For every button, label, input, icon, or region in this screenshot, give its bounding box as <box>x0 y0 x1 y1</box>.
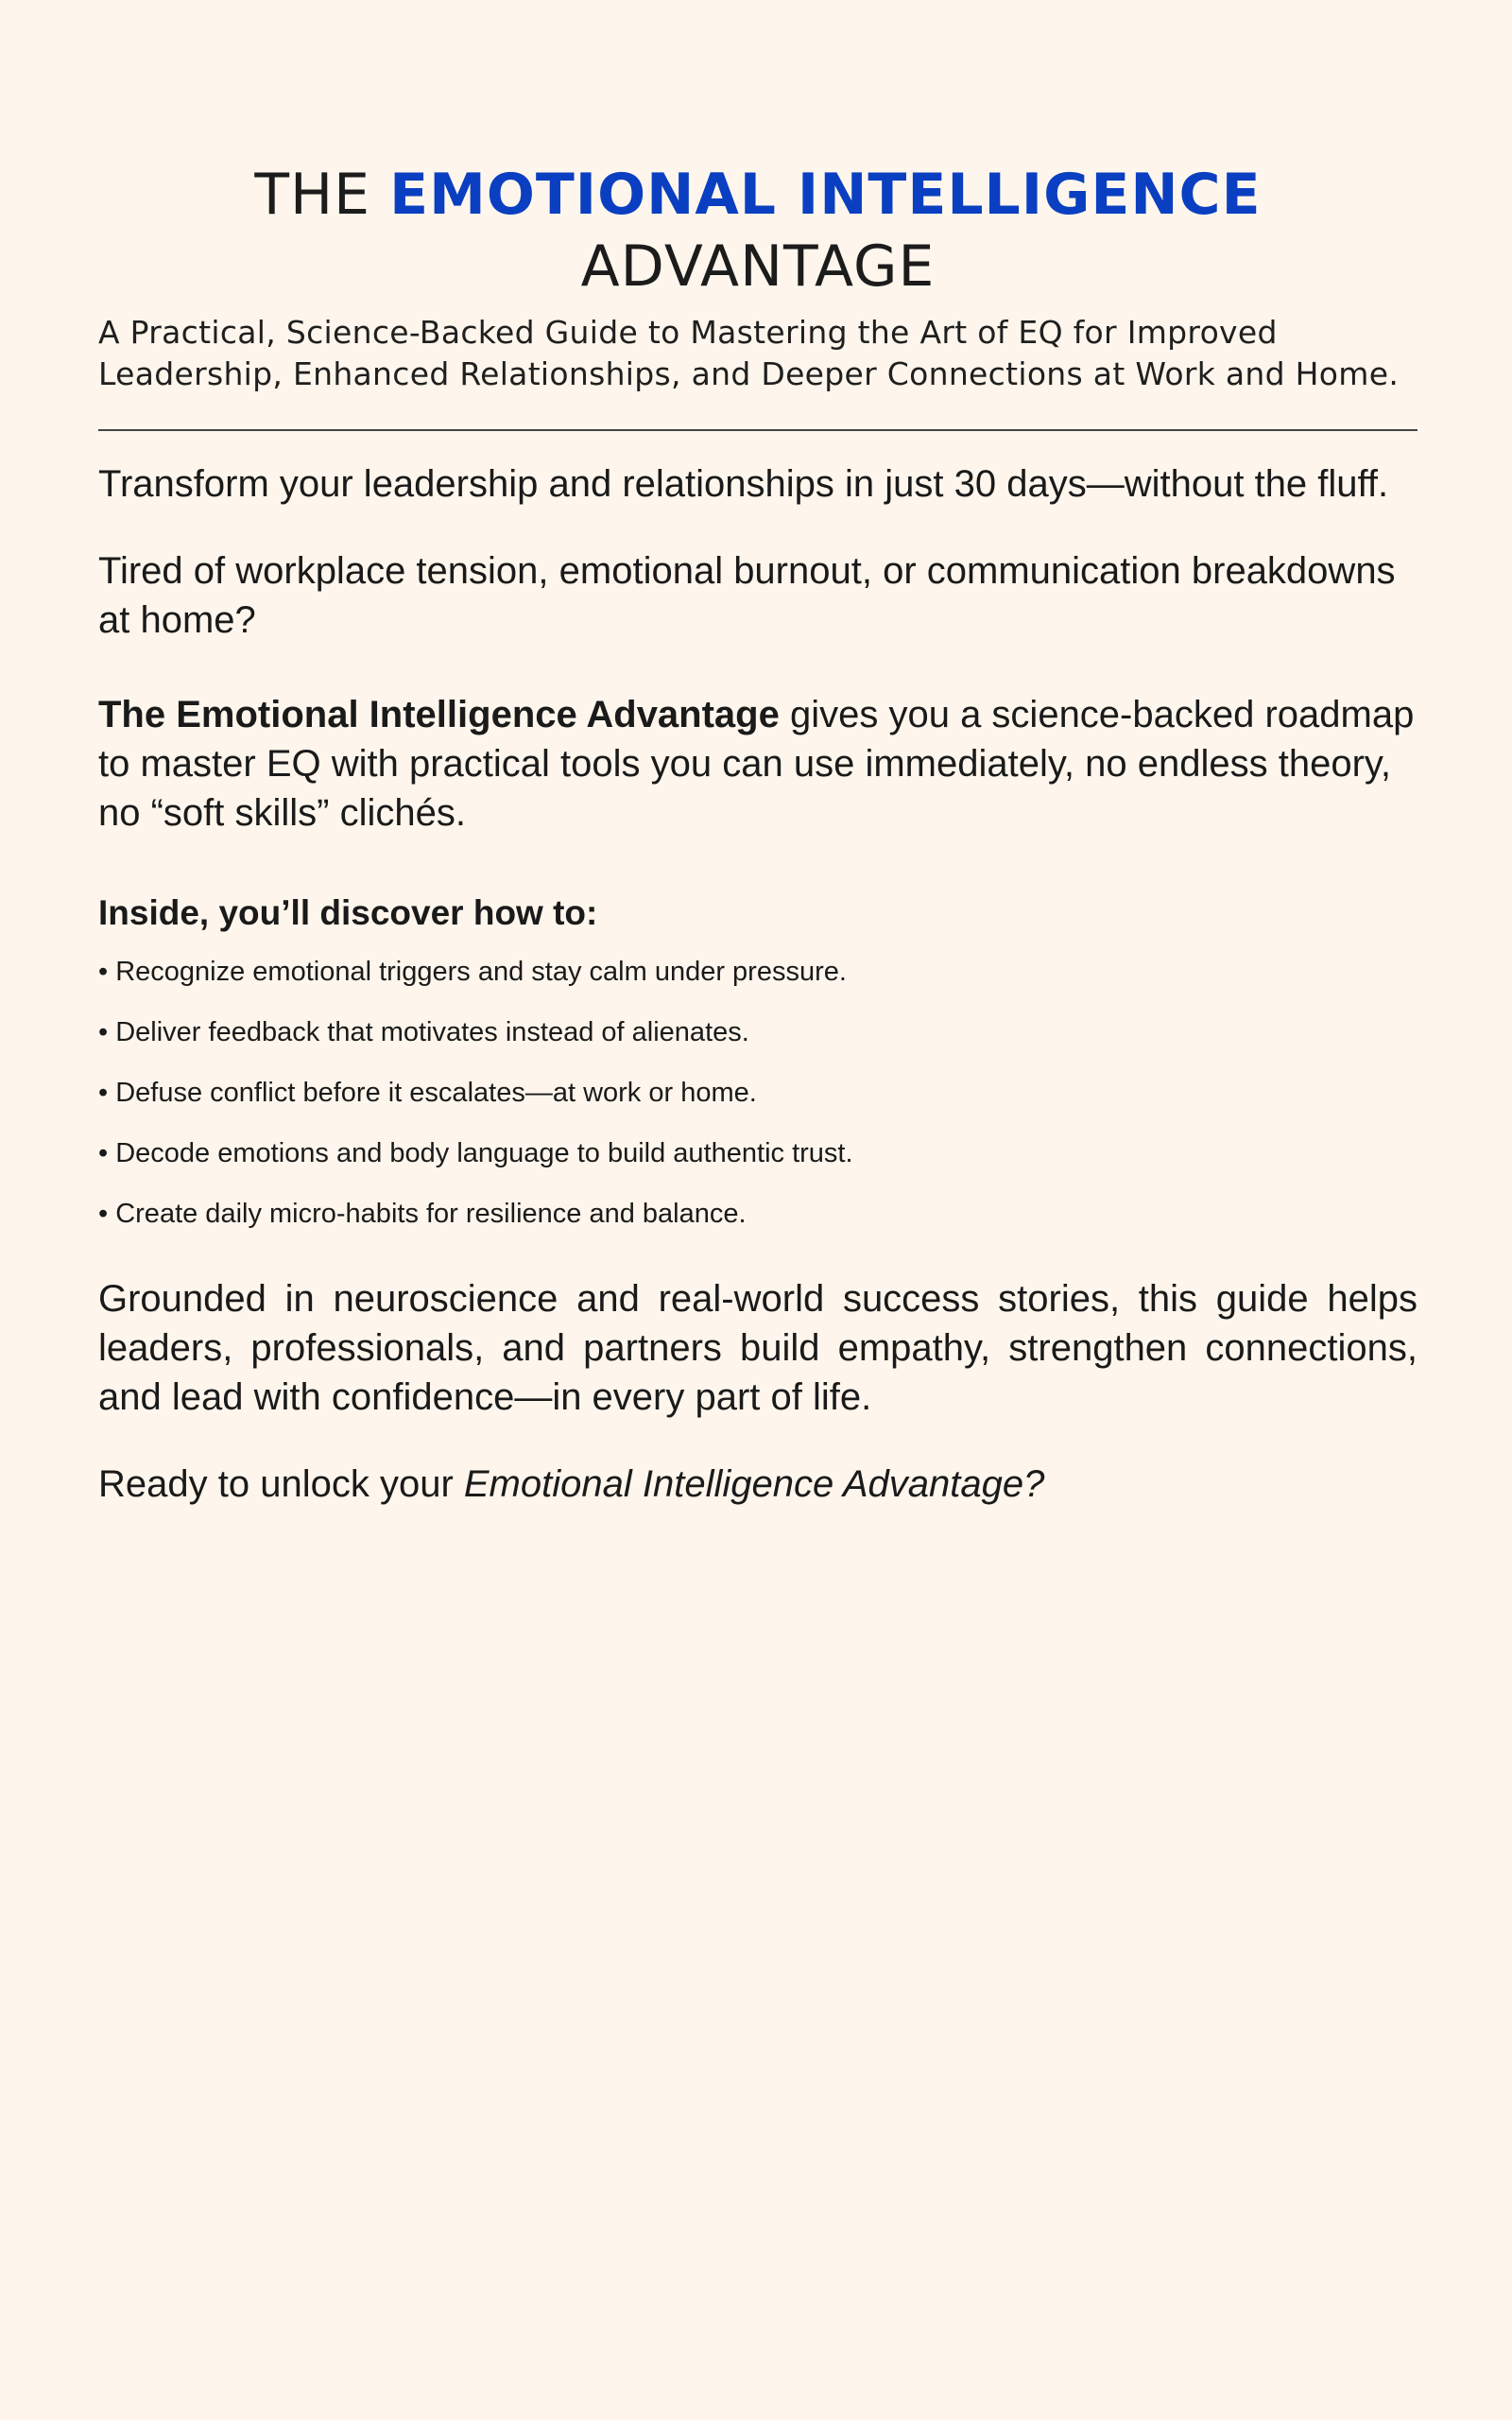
intro-book-name: The Emotional Intelligence Advantage <box>98 694 780 735</box>
benefit-item: • Defuse conflict before it escalates—at work or home. <box>98 1078 757 1108</box>
inside-heading: Inside, you’ll discover how to: <box>98 893 598 932</box>
title-accent: EMOTIONAL INTELLIGENCE <box>389 162 1262 228</box>
pain-point-question: Tired of workplace tension, emotional burnout, or communication breakdowns at home? <box>98 550 1396 641</box>
book-subtitle: A Practical, Science-Backed Guide to Mastering the Art of EQ for Improved Leadership, Enhanced Relationships, and Deeper Connections at Work and Home. <box>98 314 1400 392</box>
book-title <box>98 159 1418 302</box>
benefit-item: • Recognize emotional triggers and stay calm under pressure. <box>98 957 847 987</box>
intro-text: gives you a science-backed roadmap to master EQ with practical tools you can use immediately, no endless theory, no “soft skills” clichés. <box>98 694 1415 834</box>
intro-paragraph <box>98 690 1418 838</box>
closing-line <box>98 1460 1418 1509</box>
benefit-item: • Decode emotions and body language to build authentic trust. <box>98 1138 853 1168</box>
benefits-list <box>98 955 1418 1231</box>
grounded-paragraph: Grounded in neuroscience and real-world success stories, this guide helps leaders, professionals, and partners build empathy, strengthen connections, and lead with confidence—in every part of life. <box>98 1278 1418 1418</box>
divider <box>98 429 1418 431</box>
closing-italic: Emotional Intelligence Advantage? <box>463 1463 1045 1505</box>
title-suffix: ADVANTAGE <box>580 233 936 300</box>
closing-lead: Ready to unlock your <box>98 1463 464 1505</box>
benefit-item: • Create daily micro-habits for resilience and balance. <box>98 1199 747 1229</box>
hook-line: Transform your leadership and relationships in just 30 days—without the fluff. <box>98 463 1389 505</box>
title-prefix: THE <box>254 162 390 228</box>
benefit-item: • Deliver feedback that motivates instead of alienates. <box>98 1017 749 1047</box>
